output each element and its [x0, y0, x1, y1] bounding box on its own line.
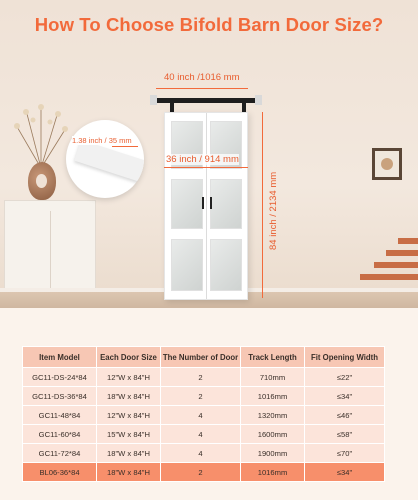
thickness-label: 1.38 inch / 35 mm — [72, 136, 132, 145]
cell-model: GC11-DS-24*84 — [23, 368, 97, 387]
total-width-line — [156, 88, 248, 89]
cell-door-size: 15"W x 84"H — [97, 425, 161, 444]
cell-door-size: 18"W x 84"H — [97, 387, 161, 406]
cell-door-count: 4 — [161, 425, 241, 444]
size-table-section — [0, 308, 418, 500]
cell-model: GC11-60*84 — [23, 425, 97, 444]
table-header-row — [23, 347, 385, 368]
cell-track-length: 710mm — [241, 368, 305, 387]
cell-track-length: 1600mm — [241, 425, 305, 444]
header-track-length: Track Length — [241, 347, 305, 368]
bifold-barn-door — [164, 112, 248, 300]
vase-decor — [28, 162, 56, 200]
cell-track-length: 1900mm — [241, 444, 305, 463]
header-item-model: Item Model — [23, 347, 97, 368]
cell-model: GC11-DS-36*84 — [23, 387, 97, 406]
cell-door-count: 2 — [161, 387, 241, 406]
thickness-zoom-inset — [66, 120, 144, 198]
height-line — [262, 112, 263, 298]
cell-track-length: 1016mm — [241, 387, 305, 406]
cell-fit-width: ≤70" — [305, 444, 385, 463]
cell-fit-width: ≤46" — [305, 406, 385, 425]
cell-door-count: 4 — [161, 406, 241, 425]
table-row — [23, 444, 385, 463]
staircase — [360, 238, 418, 292]
cell-fit-width: ≤34" — [305, 463, 385, 482]
cell-model: BL06-36*84 — [23, 463, 97, 482]
cell-door-count: 2 — [161, 463, 241, 482]
cabinet — [4, 200, 96, 296]
cell-fit-width: ≤22" — [305, 368, 385, 387]
page-title: How To Choose Bifold Barn Door Size? — [34, 14, 384, 35]
door-width-label: 36 inch / 914 mm — [166, 154, 239, 165]
cell-track-length: 1320mm — [241, 406, 305, 425]
total-width-label: 40 inch /1016 mm — [164, 72, 240, 83]
header-door-size: Each Door Size — [97, 347, 161, 368]
size-table — [22, 346, 385, 482]
cell-door-size: 18"W x 84"H — [97, 444, 161, 463]
table-row — [23, 406, 385, 425]
cell-door-count: 2 — [161, 368, 241, 387]
cell-fit-width: ≤34" — [305, 387, 385, 406]
cell-fit-width: ≤58" — [305, 425, 385, 444]
cell-model: GC11-48*84 — [23, 406, 97, 425]
cell-door-size: 12"W x 84"H — [97, 368, 161, 387]
height-label: 84 inch / 2134 mm — [268, 171, 279, 250]
cell-door-size: 18"W x 84"H — [97, 463, 161, 482]
table-row — [23, 387, 385, 406]
cell-door-size: 12"W x 84"H — [97, 406, 161, 425]
cell-track-length: 1016mm — [241, 463, 305, 482]
table-row-highlighted — [23, 463, 385, 482]
header-number-of-door: The Number of Door — [161, 347, 241, 368]
door-width-line — [164, 167, 248, 168]
table-row — [23, 368, 385, 387]
cell-model: GC11-72*84 — [23, 444, 97, 463]
header-fit-opening: Fit Opening Width — [305, 347, 385, 368]
table-row — [23, 425, 385, 444]
wall-picture — [372, 148, 402, 180]
cell-door-count: 4 — [161, 444, 241, 463]
